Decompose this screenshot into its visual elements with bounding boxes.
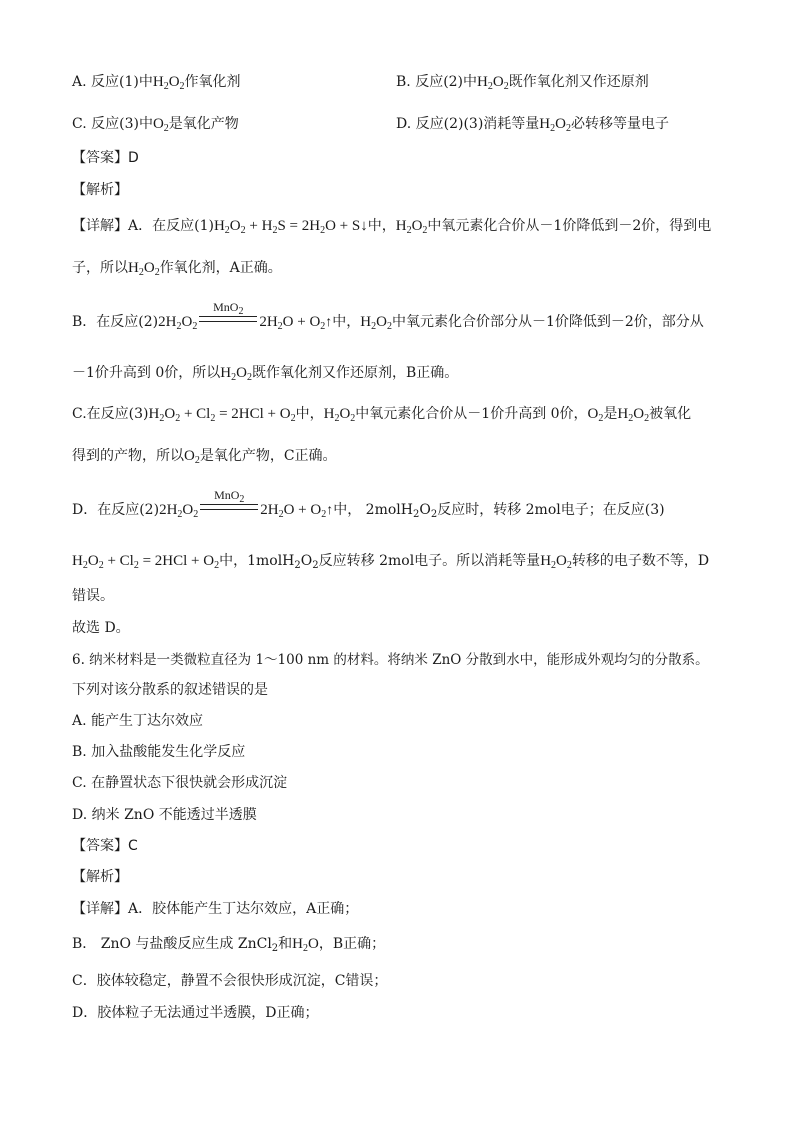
reaction-condition: MnO$_2$ — [198, 500, 260, 520]
gas-arrow-icon: ↑ — [326, 503, 334, 518]
q5-detail-c-line2: 得到的产物，所以$O_2$是氧化产物，C正确。 — [72, 448, 337, 466]
q6-option-d: D. 纳米 ZnO 不能透过半透膜 — [72, 807, 257, 823]
q6-option-c: C. 在静置状态下很快就会形成沉淀 — [72, 775, 288, 791]
q5-detail-d-line1: D．在反应$(2)2H_2O_2$ MnO$_2$ $2H_2O$ + $O_2↑$中， $2molH_2O_2$反应时，转移 2mol电子；在反应(3) — [72, 488, 665, 520]
q6-option-a: A. 能产生丁达尔效应 — [72, 713, 204, 729]
q6-option-b: B. 加入盐酸能发生化学反应 — [72, 744, 246, 760]
equation-2: $2H_2O_2$ MnO$_2$ $2H_2O$ + $O_2↑$ — [158, 300, 333, 332]
q5-detail-b-line2: －1价升高到 0价，所以$H_2O_2$既作氧化剂又作还原剂，B正确。 — [72, 365, 459, 383]
q5-conclusion: 故选 D。 — [72, 620, 130, 636]
q5-option-a: A. 反应(1)中$H_2O_2$作氧化剂 — [72, 74, 241, 92]
q5-option-c: C. 反应(3)中$O_2$是氧化产物 — [72, 116, 239, 134]
equation-1: $H_2O_2 + H_2S = 2H_2O$ + S↓ — [213, 218, 368, 236]
q6-stem-line1: 6. 纳米材料是一类微粒直径为 1～100 nm 的材料。将纳米 ZnO 分散到水中，能形成外观均匀的分散系。 — [72, 652, 709, 668]
q5-detail-a-line2: 子，所以$H_2O_2$作氧化剂，A正确。 — [72, 260, 282, 278]
q6-stem-line2: 下列对该分散系的叙述错误的是 — [72, 682, 268, 698]
q5-answer: 【答案】D — [72, 150, 139, 166]
q5-detail-c-line1: C.在反应$(3)H_2O_2 + Cl_2 = 2HCl + O_2$中，$H_2O_2$中氧元素化合价从－1价升高到 0价，$O_2$是$H_2O_2$被氧化 — [72, 406, 692, 424]
reaction-condition: MnO$_2$ — [197, 312, 259, 332]
q5-detail-b-line1: B．在反应$(2)2H_2O_2$ MnO$_2$ $2H_2O$ + $O_2↑$中，$H_2O_2$中氧元素化合价部分从－1价降低到－2价，部分从 — [72, 300, 704, 332]
equation-5: $H_2O_2 + Cl_2 = 2HCl + O_2$ — [72, 553, 220, 571]
q6-answer: 【答案】C — [72, 838, 138, 854]
q5-option-d: D. 反应(2)(3)消耗等量$H_2O_2$必转移等量电子 — [396, 116, 669, 134]
equation-3: $H_2O_2 + Cl_2 = 2HCl + O_2$ — [148, 406, 296, 424]
q5-detail-a-line1: 【详解】A．在反应$(1)H_2O_2 + H_2S = 2H_2O$ + S↓中，$H_2O_2$中氧元素化合价从－1价降低到－2价，得到电 — [72, 218, 712, 236]
q5-detail-d-line3: 错误。 — [72, 588, 114, 604]
q6-detail-a: 【详解】A．胶体能产生丁达尔效应，A正确； — [72, 901, 359, 917]
q5-analysis-heading: 【解析】 — [72, 182, 128, 198]
q6-detail-d: D．胶体粒子无法通过半透膜，D正确； — [72, 1005, 319, 1021]
q5-detail-d-line2: $H_2O_2 + Cl_2 = 2HCl + O_2$中，$1molH_2O_2$反应转移 2mol电子。所以消耗等量$H_2O_2$转移的电子数不等，D — [72, 553, 710, 571]
q6-detail-b: B． ZnO 与盐酸反应生成 ZnCl$_2$和$H_2O$，B正确； — [72, 936, 386, 954]
equation-4: $2H_2O_2$ MnO$_2$ $2H_2O$ + $O_2↑$ — [159, 488, 334, 520]
gas-arrow-icon: ↑ — [325, 315, 333, 330]
q6-detail-c: C．胶体较稳定，静置不会很快形成沉淀，C错误； — [72, 973, 388, 989]
q5-option-b: B. 反应(2)中$H_2O_2$既作氧化剂又作还原剂 — [396, 74, 649, 92]
q6-analysis-heading: 【解析】 — [72, 869, 128, 885]
